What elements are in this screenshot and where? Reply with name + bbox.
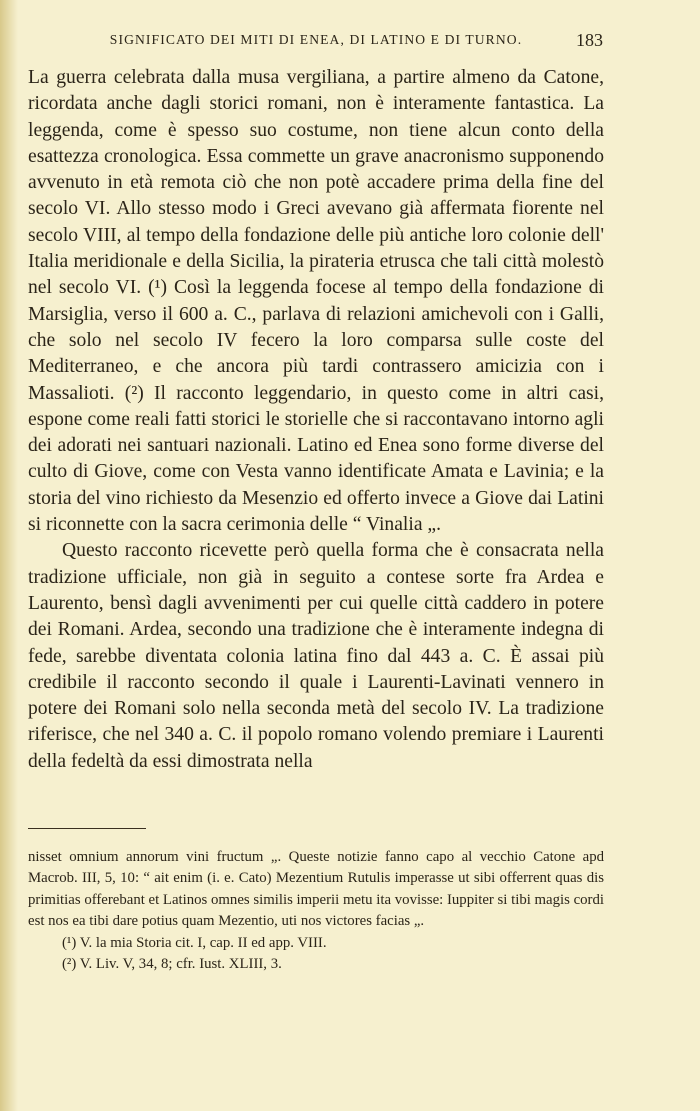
main-text: [28, 65, 604, 775]
footnotes: [28, 847, 604, 975]
footnote-1: (¹) V. la mia Storia cit. I, cap. II ed app. VIII.: [62, 934, 327, 951]
paragraph: La guerra celebrata dalla musa vergiliana, a partire almeno da Catone, ricordata anche dagli storici romani, non è interamente fantastica. La leggenda, come è spesso suo costume, non tiene alcun conto della esattezza cronologica. Essa commette un grave anacronismo supponendo avvenuto in età remota ciò che non potè accadere prima della fine del secolo VI. Allo stesso modo i Greci avevano già affermata fiorente nel secolo VIII, al tempo della fondazione delle più antiche loro colonie dell' Italia meridionale e della Sicilia, la pirateria etrusca che tali città molestò nel secolo VI. (¹) Così la leggenda focese al tempo della fondazione di Marsiglia, verso il 600 a. C., parlava di relazioni amichevoli con i Galli, che solo nel secolo IV fecero la loro comparsa sulle coste del Mediterraneo, e che ancora più tardi contrassero amicizia con i Massalioti. (²) Il racconto leggendario, in questo come in altri casi, espone come reali fatti storici le storielle che si raccontavano intorno agli dei adorati nei santuari nazionali. Latino ed Enea sono forme diverse del culto di Giove, come con Vesta vanno identificate Amata e Lavinia; e la storia del vino richiesto da Mesenzio ed offerto invece a Giove dai Latini si riconnette con la sacra cerimonia delle “ Vinalia „.: [28, 67, 604, 536]
footnote-2: (²) V. Liv. V, 34, 8; cfr. Iust. XLIII, 3.: [62, 956, 282, 973]
page-number: 183: [576, 30, 603, 50]
paragraph: Questo racconto ricevette però quella forma che è consacrata nella tradizione ufficiale, non già in seguito a contese sorte fra Ardea e Laurento, bensì dagli avvenimenti per cui quelle città caddero in potere dei Romani. Ardea, secondo una tradizione che è interamente indegna di fede, sarebbe diventata colonia latina fino dal 443 a. C. È assai più credibile il racconto secondo il quale i Laurenti-Lavinati vennero in potere dei Romani solo nella seconda metà del secolo IV. La tradizione riferisce, che nel 340 a. C. il popolo romano volendo premiare i Laurenti della fedeltà da essi dimostrata nella: [28, 540, 604, 772]
footnote-separator: [28, 828, 146, 829]
footnote-continuation: nisset omnium annorum vini fructum „. Queste notizie fanno capo al vecchio Catone apd Macrob. III, 5, 10: “ ait enim (i. e. Cato) Mezentium Rutulis imperasse ut sibi offerrent quas dis primitias offerebant et Latinos omnes similis imperii metu ita vovisse: Iuppiter si tibi magis cordi est nos ea tibi dare potius quam Mezentio, uti nos victores facias „.: [28, 849, 604, 930]
running-header: SIGNIFICATO DEI MITI DI ENEA, DI LATINO E DI TURNO.: [109, 32, 523, 47]
page-gutter-shadow: [0, 0, 18, 1111]
